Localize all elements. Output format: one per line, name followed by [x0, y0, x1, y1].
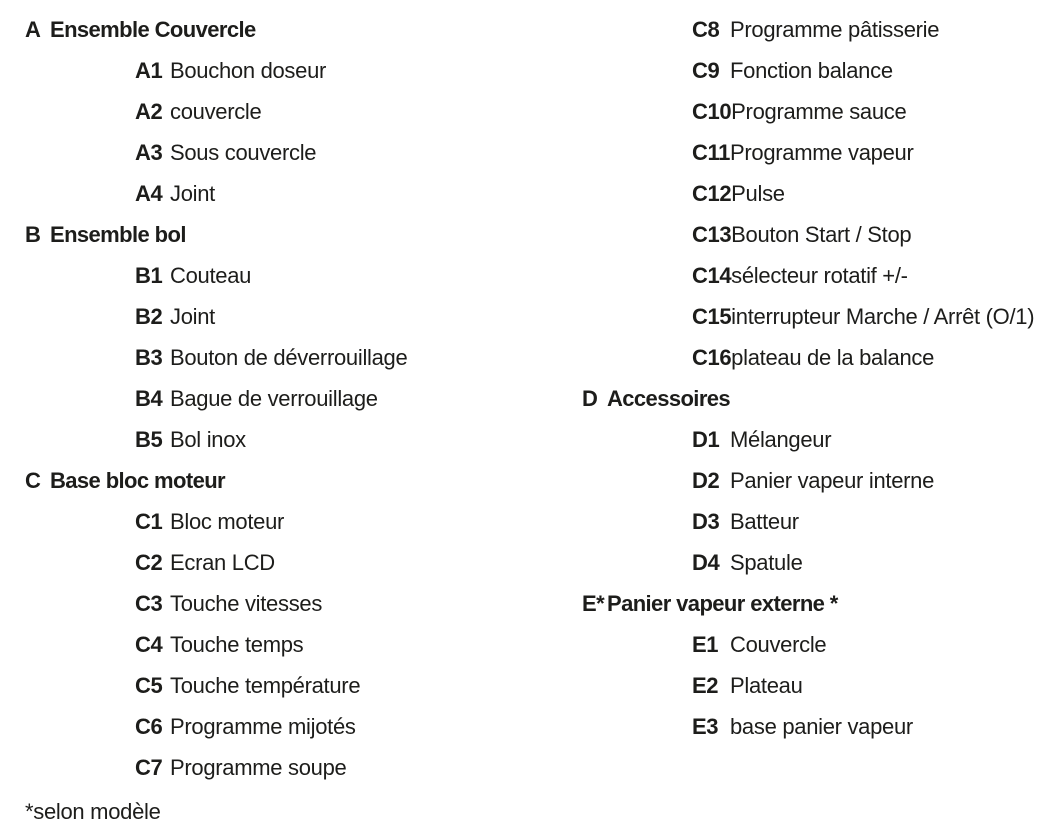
item-label: Programme mijotés: [170, 713, 356, 739]
item-label: couvercle: [170, 98, 262, 124]
item-code: C10: [692, 98, 732, 124]
section-title: Accessoires: [607, 385, 731, 411]
item-label: Bloc moteur: [170, 508, 285, 534]
list-item: [25, 501, 545, 542]
item-code: B4: [135, 385, 163, 411]
item-label: Couvercle: [730, 631, 827, 657]
list-item: [582, 173, 1047, 214]
item-label: Bague de verrouillage: [170, 385, 378, 411]
list-item: [582, 542, 1047, 583]
list-item: [25, 378, 545, 419]
item-code: A1: [135, 57, 163, 83]
list-item: [582, 665, 1047, 706]
list-item: [582, 9, 1047, 50]
item-label: Joint: [170, 303, 215, 329]
section-header: [25, 214, 545, 255]
item-code: C13: [692, 221, 732, 247]
list-item: [582, 255, 1047, 296]
item-code: C15: [692, 303, 732, 329]
legend-column-right: [582, 9, 1047, 747]
item-code: C5: [135, 672, 163, 698]
item-label: Touche vitesses: [170, 590, 323, 616]
item-label: Bouton Start / Stop: [731, 221, 912, 247]
item-label: Pulse: [731, 180, 785, 206]
item-label: Ecran LCD: [170, 549, 275, 575]
section-title: Panier vapeur externe *: [607, 590, 838, 616]
item-label: Mélangeur: [730, 426, 832, 452]
section-key: E*: [582, 590, 605, 616]
item-label: Fonction balance: [730, 57, 893, 83]
list-item: [25, 91, 545, 132]
list-item: [25, 542, 545, 583]
item-code: C3: [135, 590, 163, 616]
item-label: Bouton de déverrouillage: [170, 344, 408, 370]
list-item: [25, 50, 545, 91]
item-code: C11: [692, 139, 730, 165]
item-code: C16: [692, 344, 732, 370]
item-code: C6: [135, 713, 163, 739]
item-code: C9: [692, 57, 720, 83]
list-item: [582, 50, 1047, 91]
section-title: Ensemble bol: [50, 221, 186, 247]
item-code: B2: [135, 303, 163, 329]
legend-column-left: [25, 9, 545, 788]
section-header: [582, 378, 1047, 419]
item-code: C12: [692, 180, 732, 206]
list-item: [582, 91, 1047, 132]
section-key: B: [25, 221, 41, 247]
item-code: D4: [692, 549, 720, 575]
item-code: D1: [692, 426, 720, 452]
section-key: A: [25, 16, 41, 42]
list-item: [25, 665, 545, 706]
section-key: C: [25, 467, 41, 493]
item-label: Programme vapeur: [730, 139, 914, 165]
item-label: Programme pâtisserie: [730, 16, 940, 42]
item-label: Spatule: [730, 549, 803, 575]
item-label: Bouchon doseur: [170, 57, 327, 83]
item-label: Joint: [170, 180, 215, 206]
item-label: sélecteur rotatif +/-: [731, 262, 908, 288]
item-code: A2: [135, 98, 163, 124]
section-header: [25, 460, 545, 501]
item-label: Sous couvercle: [170, 139, 317, 165]
list-item: [582, 706, 1047, 747]
item-label: Bol inox: [170, 426, 246, 452]
item-label: Plateau: [730, 672, 803, 698]
section-key: D: [582, 385, 598, 411]
list-item: [582, 419, 1047, 460]
item-code: D2: [692, 467, 720, 493]
list-item: [25, 173, 545, 214]
list-item: [25, 706, 545, 747]
item-code: A4: [135, 180, 163, 206]
list-item: [582, 214, 1047, 255]
list-item: [25, 624, 545, 665]
item-label: base panier vapeur: [730, 713, 913, 739]
section-header: [582, 583, 1047, 624]
item-code: B5: [135, 426, 163, 452]
list-item: [25, 747, 545, 788]
item-label: plateau de la balance: [731, 344, 935, 370]
item-label: Programme sauce: [731, 98, 907, 124]
list-item: [582, 337, 1047, 378]
item-code: D3: [692, 508, 720, 534]
item-label: interrupteur Marche / Arrêt (O/1): [731, 303, 1035, 329]
list-item: [25, 419, 545, 460]
list-item: [582, 132, 1047, 173]
item-code: C7: [135, 754, 163, 780]
section-header: [25, 9, 545, 50]
item-code: B3: [135, 344, 163, 370]
item-code: B1: [135, 262, 163, 288]
item-code: C2: [135, 549, 163, 575]
item-code: C1: [135, 508, 163, 534]
item-label: Touche temps: [170, 631, 304, 657]
list-item: [25, 255, 545, 296]
section-title: Ensemble Couvercle: [50, 16, 256, 42]
section-title: Base bloc moteur: [50, 467, 226, 493]
footnote: *selon modèle: [25, 798, 161, 824]
item-code: E1: [692, 631, 719, 657]
item-label: Couteau: [170, 262, 252, 288]
list-item: [582, 624, 1047, 665]
list-item: [582, 460, 1047, 501]
item-label: Batteur: [730, 508, 799, 534]
item-code: A3: [135, 139, 163, 165]
list-item: [25, 296, 545, 337]
item-code: C4: [135, 631, 163, 657]
list-item: [25, 337, 545, 378]
list-item: [25, 583, 545, 624]
item-code: E3: [692, 713, 719, 739]
list-item: [582, 296, 1047, 337]
list-item: [25, 132, 545, 173]
item-code: C14: [692, 262, 732, 288]
list-item: [582, 501, 1047, 542]
item-code: E2: [692, 672, 719, 698]
item-code: C8: [692, 16, 720, 42]
item-label: Panier vapeur interne: [730, 467, 935, 493]
item-label: Programme soupe: [170, 754, 347, 780]
item-label: Touche température: [170, 672, 361, 698]
